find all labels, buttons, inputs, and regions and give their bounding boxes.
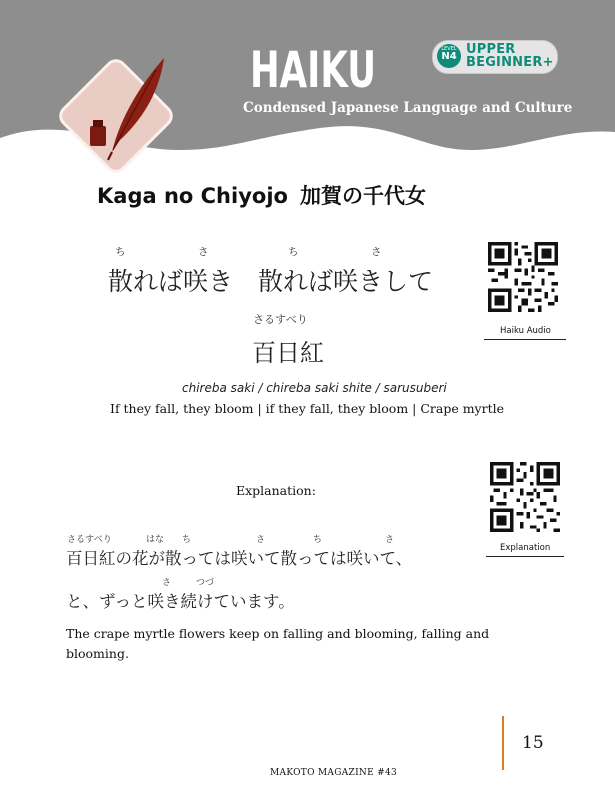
furigana: ち <box>288 246 299 258</box>
poet-name <box>97 180 426 210</box>
qr-label-explanation: Explanation <box>500 543 551 553</box>
haiku-romaji: chireba saki / chireba saki shite / sarusuberi <box>182 381 447 395</box>
poet-name-romaji: Kaga no Chiyojo <box>97 184 288 208</box>
explanation-english: The crape myrtle flowers keep on falling and blooming, falling and blooming. <box>66 626 490 661</box>
level-line1: UPPER <box>466 42 516 57</box>
haiku-title <box>250 40 380 99</box>
haiku-line-2: 百日紅 <box>252 339 324 367</box>
divider <box>484 339 566 340</box>
haiku-audio-qr-code[interactable] <box>488 242 558 312</box>
level-badge-small: LEVEL <box>441 46 457 52</box>
haiku-line-1: 散れば咲き 散れば咲きして <box>108 267 434 296</box>
explanation-qr-code[interactable] <box>490 462 560 532</box>
quill-and-inkwell-icon <box>56 56 176 176</box>
divider <box>486 556 564 557</box>
level-n4-badge <box>437 44 461 68</box>
explanation-heading: Explanation: <box>236 483 316 498</box>
explanation-jp-line-2: と、ずっと咲き続けています。 <box>66 592 295 611</box>
qr-label-haiku-audio: Haiku Audio <box>500 326 551 336</box>
furigana: ち <box>182 535 192 545</box>
level-badge <box>432 40 558 74</box>
level-line2: BEGINNER+ <box>466 55 554 70</box>
furigana: さ <box>162 578 172 588</box>
page-number-rule <box>502 716 504 770</box>
svg-text:HAIKU: HAIKU <box>250 41 376 99</box>
page-number: 15 <box>522 733 544 753</box>
furigana: さ <box>256 535 266 545</box>
furigana: さ <box>385 535 395 545</box>
explanation-jp-line-1: 百日紅の花が散っては咲いて散っては咲いて、 <box>66 549 413 568</box>
furigana: ち <box>313 535 323 545</box>
furigana: ち <box>115 246 126 258</box>
furigana: さるすべり <box>253 313 308 326</box>
furigana: さ <box>198 246 209 258</box>
haiku-translation: If they fall, they bloom | if they fall, they bloom | Crape myrtle <box>110 401 505 416</box>
magazine-subtitle: Condensed Japanese Language and Culture <box>243 100 573 116</box>
furigana: はな <box>146 535 165 545</box>
furigana: つづ <box>196 578 215 588</box>
poet-name-jp: 加賀の千代女 <box>299 184 426 208</box>
furigana: さ <box>371 246 382 258</box>
level-text <box>466 43 554 69</box>
level-badge-big: N4 <box>441 51 457 62</box>
furigana: さるすべり <box>67 535 112 545</box>
magazine-footer: MAKOTO MAGAZINE #43 <box>270 768 398 778</box>
